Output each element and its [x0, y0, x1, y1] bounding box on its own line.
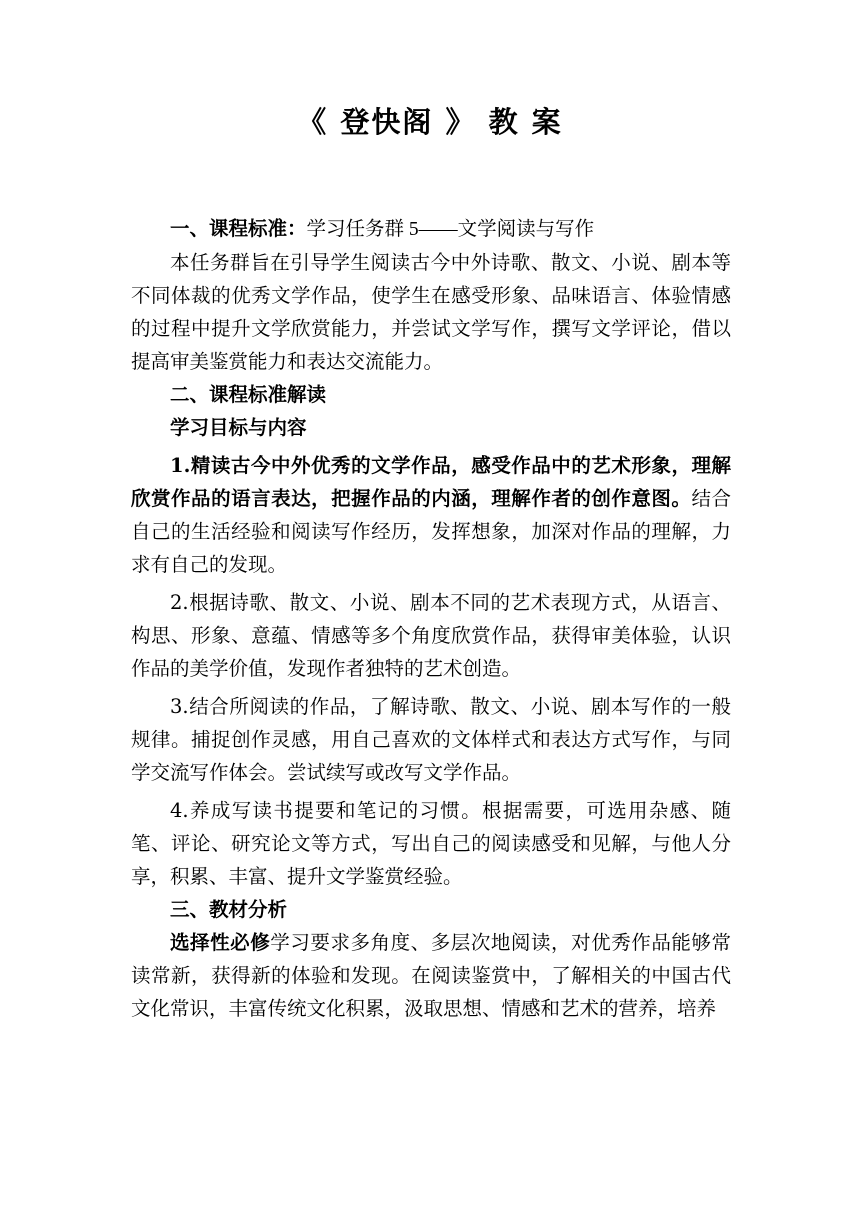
goal-item-1	[131, 449, 731, 581]
goal-item-2: 2.根据诗歌、散文、小说、剧本不同的艺术表现方式，从语言、构思、形象、意蕴、情感等多个角度欣赏作品，获得审美体验，认识作品的美学价值，发现作者独特的艺术创造。	[131, 591, 731, 680]
analysis-emphasis: 选择性必修	[170, 931, 271, 954]
goal-item-3: 3.结合所阅读的作品，了解诗歌、散文、小说、剧本写作的一般规律。捕捉创作灵感，用自己喜欢的文体样式和表达方式写作，与同学交流写作体会。尝试续写或改写文学作品。	[131, 695, 731, 784]
section-heading-interpretation: 二、课程标准解读	[170, 383, 327, 406]
goal-1-text: 结合自己的生活经验和阅读写作经历，发挥想象，加深对作品的理解，力求有自己的发现。	[131, 487, 731, 576]
analysis-paragraph	[131, 926, 731, 1026]
standard-paragraph: 本任务群旨在引导学生阅读古今中外诗歌、散文、小说、剧本等不同体裁的优秀文学作品，使学生在感受形象、品味语言、体验情感的过程中提升文学欣赏能力，并尝试文学写作，撰写文学评论，借以提高审美鉴赏能力和表达交流能力。	[131, 251, 731, 373]
section-heading-analysis: 三、教材分析	[170, 898, 288, 921]
goal-1-emphasis: 1.精读古今中外优秀的文学作品，感受作品中的艺术形象，理解欣赏作品的语言表达，把握作品的内涵，理解作者的创作意图。	[131, 454, 731, 510]
subheading-goals: 学习目标与内容	[170, 416, 307, 439]
page-title: 《 登快阁 》 教 案	[297, 105, 563, 139]
analysis-text: 学习要求多角度、多层次地阅读，对优秀作品能够常读常新，获得新的体验和发现。在阅读鉴赏中，了解相关的中国古代文化常识，丰富传统文化积累，汲取思想、情感和艺术的营养，培养	[131, 933, 731, 1020]
document-body	[131, 212, 731, 1026]
goal-item-4: 4.养成写读书提要和笔记的习惯。根据需要，可选用杂感、随笔、评论、研究论文等方式，写出自己的阅读感受和见解，与他人分享，积累、丰富、提升文学鉴赏经验。	[131, 799, 731, 888]
course-standard-text: 学习任务群 5——文学阅读与写作	[306, 219, 595, 240]
section-heading-standard: 一、课程标准：	[170, 217, 307, 240]
course-standard-line	[131, 212, 731, 246]
